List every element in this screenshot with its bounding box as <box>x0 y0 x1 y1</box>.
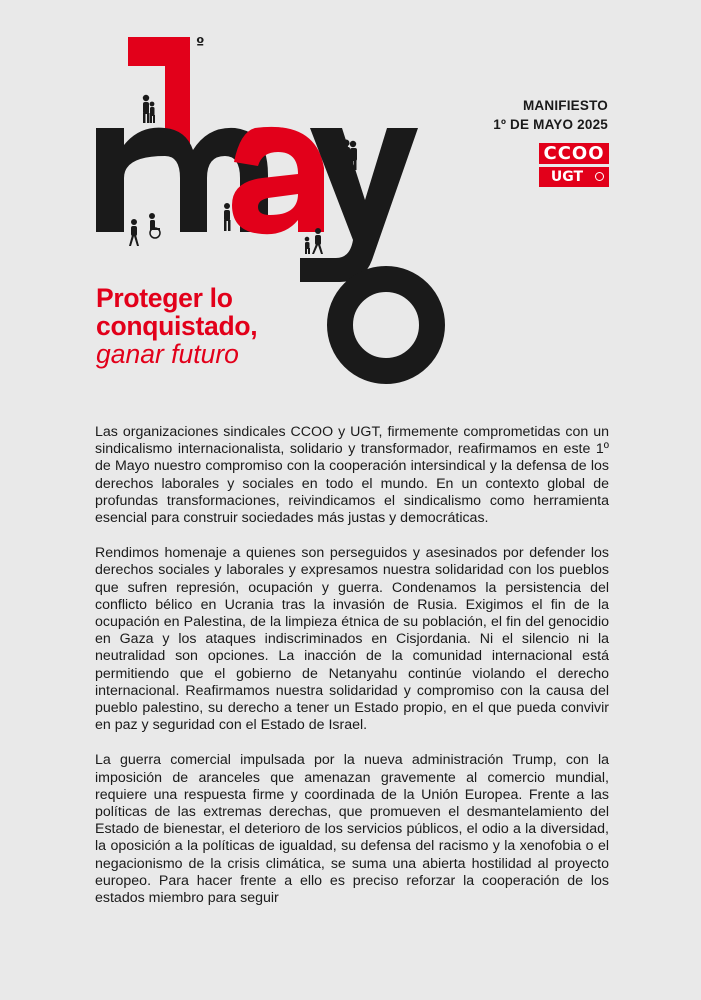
slogan <box>96 284 257 368</box>
ugt-logo-label: UGT <box>550 169 584 185</box>
letter-o <box>340 279 432 371</box>
manifest-date: 1º DE MAYO 2025 <box>493 117 608 132</box>
manifest-header <box>493 96 608 134</box>
slogan-line-3: ganar futuro <box>96 339 239 369</box>
ugt-logo <box>539 167 609 187</box>
paragraph: Las organizaciones sindicales CCOO y UGT, firmemente comprometidas con un sindicalismo internacionalista, solidario y transformador, reafirmamos en este 1º de Mayo nuestro compromiso con la cooperación intersindical y la defensa de los derechos laborales y sociales en todo el mundo. En un contexto global de profundas transformaciones, reivindicamos el sindicalismo como herramienta esencial para construir sociedades más justas y democráticas. <box>95 424 609 527</box>
manifest-title: MANIFIESTO <box>522 98 608 113</box>
manifesto-body <box>95 424 609 925</box>
paragraph: Rendimos homenaje a quienes son perseguidos y asesinados por defender los derechos sociales y laborales y expresamos nuestra solidaridad con los pueblos que sufren represión, ocupación y guerra. Condenamos la persistencia del conflicto bélico en Ucrania tras la invasión de Rusia. Exigimos el fin de la ocupación en Palestina, de la limpieza étnica de su población, el fin del genocidio en Gaza y los ataques indiscriminados en Cisjordania. Ni el silencio ni la neutralidad son opciones. La inacción de la comunidad internacional está permitiendo que el gobierno de Netanyahu continúe violando el derecho internacional. Reafirmamos nuestra solidaridad y compromiso con la causa del pueblo palestino, su derecho a tener un Estado propio, en el que pueda convivir en paz y seguridad con el Estado de Israel. <box>95 545 609 734</box>
ordinal-mark: º <box>196 34 205 52</box>
slogan-line-1: Proteger lo <box>96 283 233 313</box>
ccoo-logo: CCOO <box>539 143 609 164</box>
ugt-emblem-icon <box>595 172 604 181</box>
union-logos <box>539 143 609 187</box>
slogan-line-2: conquistado, <box>96 311 258 341</box>
paragraph: La guerra comercial impulsada por la nueva administración Trump, con la imposición de aranceles que amenazan gravemente al comercio mundial, requiere una respuesta firme y coordinada de la Unión Europea. Frente a las políticas de las extremas derechas, que promueven el desmantelamiento del Estado de bienestar, el deterioro de los servicios públicos, el odio a la diversidad, la oposición a la políticas de igualdad, su defensa del racismo y la xenofobia o el negacionismo de la crisis climática, se suma una abierta hostilidad al proyecto europeo. Para hacer frente a ello es preciso reforzar la cooperación de los estados miembro para seguir <box>95 752 609 907</box>
